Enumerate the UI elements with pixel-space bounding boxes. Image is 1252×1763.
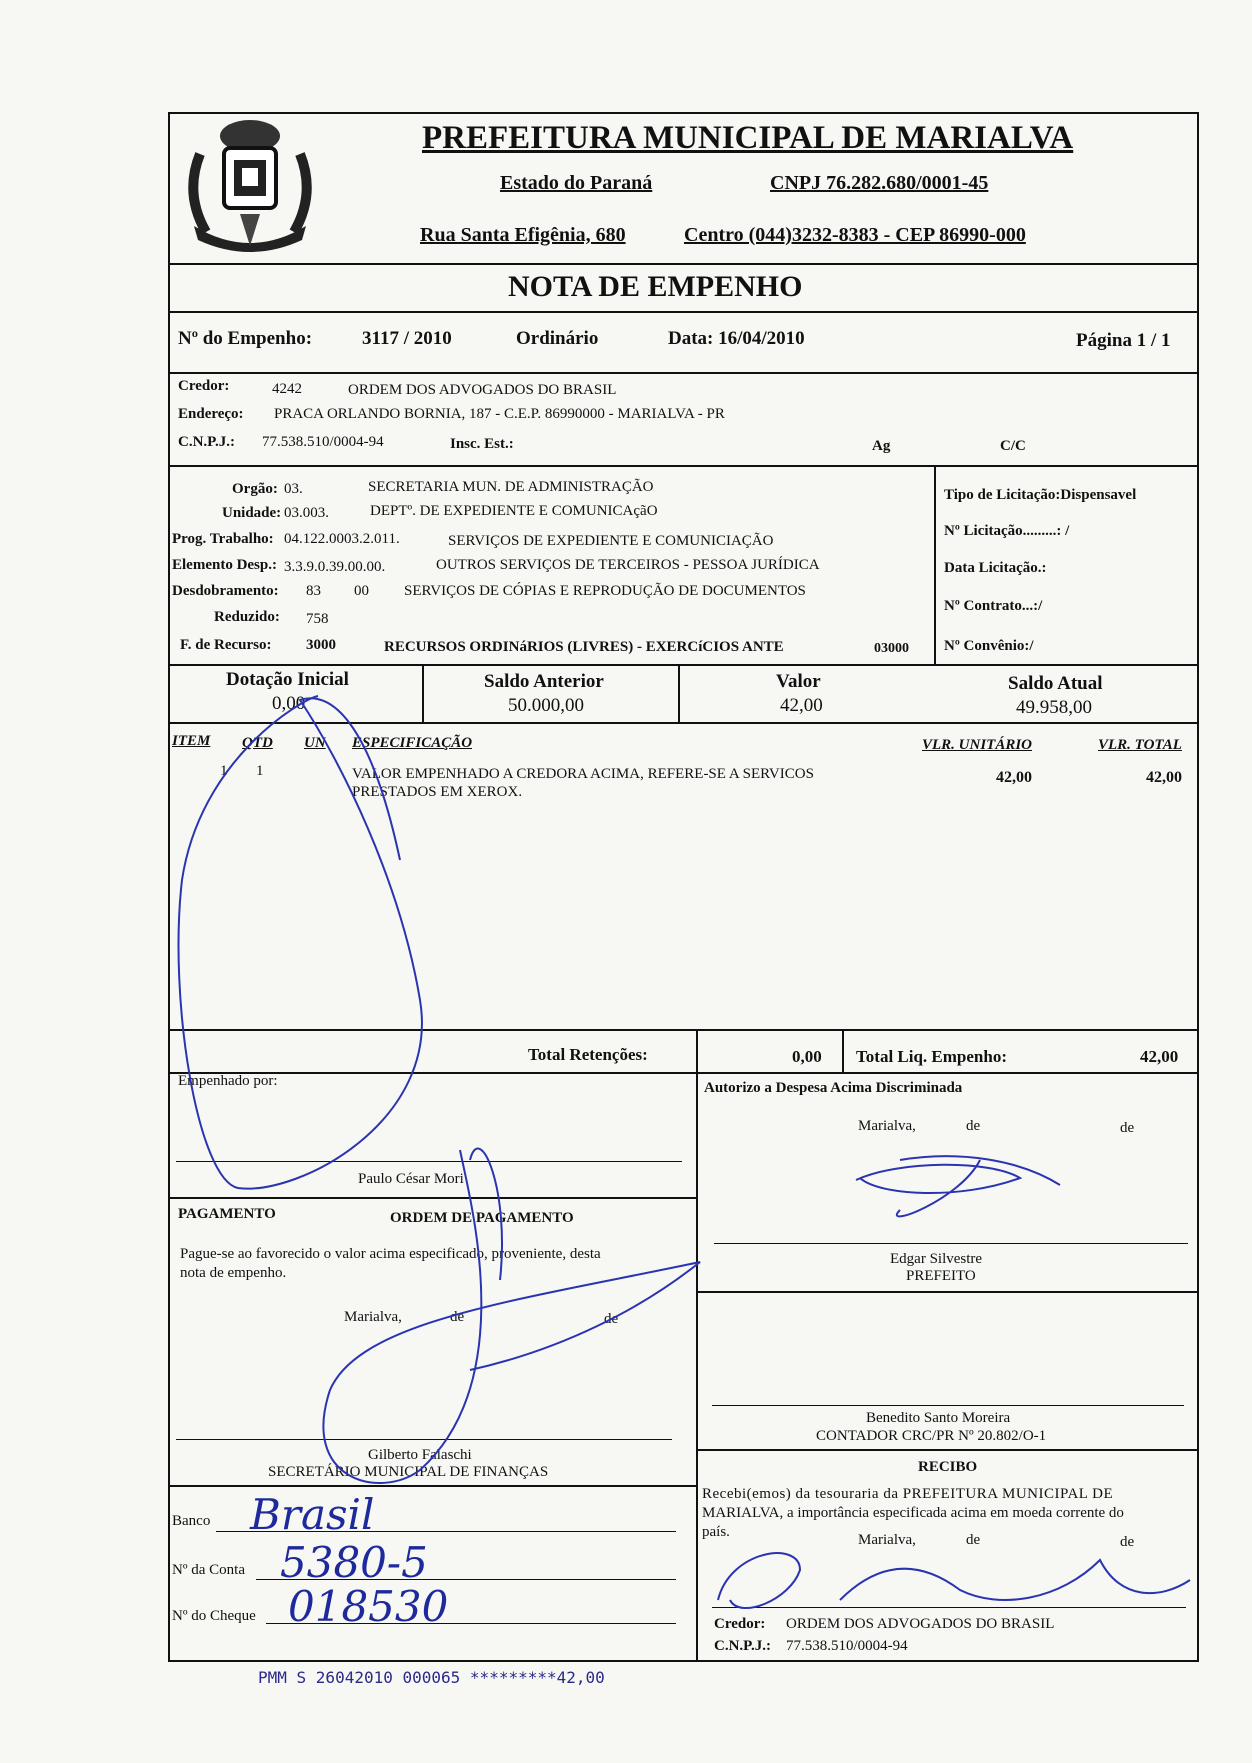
recurso-code: 3000 xyxy=(306,637,336,653)
numero-licitacao: Nº Licitação.........: / xyxy=(944,523,1070,539)
recibo-de-1: de xyxy=(966,1532,981,1548)
page-number: Página 1 / 1 xyxy=(1076,330,1171,351)
saldo-anterior-label: Saldo Anterior xyxy=(484,671,604,692)
valor-label: Valor xyxy=(776,671,821,692)
desdobramento-label: Desdobramento: xyxy=(172,583,279,599)
reduzido-code: 758 xyxy=(306,611,329,627)
recibo-title: RECIBO xyxy=(918,1459,978,1475)
orgao-label: Orgão: xyxy=(232,481,278,497)
empenho-number: 3117 / 2010 xyxy=(362,328,452,349)
empenho-number-label: Nº do Empenho: xyxy=(178,328,313,349)
desdobramento-a: 83 xyxy=(306,583,321,599)
elemento-code: 3.3.9.0.39.00.00. xyxy=(284,559,386,575)
orgao-code: 03. xyxy=(284,481,303,497)
col-vlr-unitario: VLR. UNITÁRIO xyxy=(922,737,1033,753)
unidade-code: 03.003. xyxy=(284,505,329,521)
tipo-licitacao: Tipo de Licitação:Dispensavel xyxy=(944,487,1137,503)
dotacao-value: 0,00 xyxy=(272,693,306,714)
col-item: ITEM xyxy=(172,733,211,749)
elemento-label: Elemento Desp.: xyxy=(172,557,277,573)
retencoes-label: Total Retenções: xyxy=(528,1045,648,1064)
banco-value: Brasil xyxy=(250,1490,375,1539)
item-number: 1 xyxy=(220,763,228,779)
unidade-desc: DEPTº. DE EXPEDIENTE E COMUNICAçãO xyxy=(370,503,658,519)
total-liquido-value: 42,00 xyxy=(1140,1047,1179,1066)
contador-name: Benedito Santo Moreira xyxy=(866,1410,1011,1426)
banco-label: Banco xyxy=(172,1513,211,1529)
state-label: Estado do Paraná xyxy=(500,172,653,194)
coat-of-arms-logo xyxy=(180,114,320,260)
prefeito-name: Edgar Silvestre xyxy=(890,1251,983,1267)
cnpj-credor-label: C.N.P.J.: xyxy=(178,434,235,450)
pagamento-label: PAGAMENTO xyxy=(178,1206,276,1222)
conta-label: Nº da Conta xyxy=(172,1562,245,1578)
autorizo-de-2: de xyxy=(1120,1120,1135,1136)
col-un: UN xyxy=(304,735,326,751)
prog-desc: SERVIÇOS DE EXPEDIENTE E COMUNICIAÇÃO xyxy=(448,533,774,549)
recurso-num: 03000 xyxy=(874,641,909,656)
cheque-value: 018530 xyxy=(288,1582,449,1631)
empenho-date: Data: 16/04/2010 xyxy=(668,328,805,349)
total-liquido-label: Total Liq. Empenho: xyxy=(856,1047,1007,1066)
cashier-stamp: PMM S 26042010 000065 *********42,00 xyxy=(258,1668,605,1687)
recibo-text-2: MARIALVA, a importância especificada acima em moeda corrente do xyxy=(702,1505,1124,1521)
dotacao-label: Dotação Inicial xyxy=(226,669,349,690)
address-label: Rua Santa Efigênia, 680 xyxy=(420,224,626,246)
item-desc-line2: PRESTADOS EM XEROX. xyxy=(352,784,523,800)
recibo-credor-label: Credor: xyxy=(714,1616,766,1632)
empenhado-label: Empenhado por: xyxy=(178,1073,278,1089)
recibo-credor-name: ORDEM DOS ADVOGADOS DO BRASIL xyxy=(786,1616,1055,1632)
pagamento-de-2: de xyxy=(604,1311,619,1327)
recurso-desc: RECURSOS ORDINáRIOS (LIVRES) - EXERCíCIOS ANTE xyxy=(384,639,784,655)
secretario-role: SECRETÁRIO MUNICIPAL DE FINANÇAS xyxy=(268,1464,549,1480)
item-total-value: 42,00 xyxy=(1146,769,1182,786)
pagamento-text-1: Pague-se ao favorecido o valor acima especificado, proveniente, desta xyxy=(180,1246,601,1262)
prog-label: Prog. Trabalho: xyxy=(172,531,274,547)
saldo-atual-value: 49.958,00 xyxy=(1016,697,1092,718)
data-licitacao: Data Licitação.: xyxy=(944,560,1047,576)
prefeito-role: PREFEITO xyxy=(906,1268,976,1284)
ag-label: Ag xyxy=(872,438,891,454)
cnpj-credor-value: 77.538.510/0004-94 xyxy=(262,434,384,450)
col-especificacao: ESPECIFICAÇÃO xyxy=(352,735,473,751)
contact-label: Centro (044)3232-8383 - CEP 86990-000 xyxy=(684,224,1026,246)
recibo-cnpj-label: C.N.P.J.: xyxy=(714,1638,771,1654)
document-title: NOTA DE EMPENHO xyxy=(508,270,803,303)
pagamento-place: Marialva, xyxy=(344,1309,402,1325)
pagamento-de-1: de xyxy=(450,1309,465,1325)
insc-est-label: Insc. Est.: xyxy=(450,436,514,452)
empenho-type: Ordinário xyxy=(516,328,599,349)
col-qtd: QTD xyxy=(242,735,273,751)
numero-convenio: Nº Convênio:/ xyxy=(944,638,1034,654)
orgao-desc: SECRETARIA MUN. DE ADMINISTRAÇÃO xyxy=(368,479,654,495)
credor-name: ORDEM DOS ADVOGADOS DO BRASIL xyxy=(348,382,617,398)
col-vlr-total: VLR. TOTAL xyxy=(1098,737,1182,753)
credor-code: 4242 xyxy=(272,381,302,397)
endereco-label: Endereço: xyxy=(178,406,244,422)
recibo-text-1: Recebi(emos) da tesouraria da PREFEITURA MUNICIPAL DE xyxy=(702,1486,1114,1502)
item-qtd: 1 xyxy=(256,763,264,779)
autorizo-title: Autorizo a Despesa Acima Discriminada xyxy=(704,1080,963,1096)
recibo-text-3: país. xyxy=(702,1524,730,1540)
autorizo-place: Marialva, xyxy=(858,1118,916,1134)
elemento-desc: OUTROS SERVIÇOS DE TERCEIROS - PESSOA JURÍDICA xyxy=(436,557,820,573)
saldo-atual-label: Saldo Atual xyxy=(1008,673,1103,694)
desdobramento-desc: SERVIÇOS DE CÓPIAS E REPRODUÇÃO DE DOCUMENTOS xyxy=(404,583,806,599)
cc-label: C/C xyxy=(1000,438,1026,454)
secretario-name: Gilberto Falaschi xyxy=(368,1447,472,1463)
pagamento-text-2: nota de empenho. xyxy=(180,1265,287,1281)
endereco-value: PRACA ORLANDO BORNIA, 187 - C.E.P. 86990000 - MARIALVA - PR xyxy=(274,406,725,422)
conta-value: 5380-5 xyxy=(280,1538,428,1587)
valor-value: 42,00 xyxy=(780,695,823,716)
empenhado-name: Paulo César Mori xyxy=(358,1171,464,1187)
recibo-de-2: de xyxy=(1120,1534,1135,1550)
contador-role: CONTADOR CRC/PR Nº 20.802/O-1 xyxy=(816,1428,1047,1444)
desdobramento-b: 00 xyxy=(354,583,369,599)
recibo-cnpj-value: 77.538.510/0004-94 xyxy=(786,1638,908,1654)
cheque-label: Nº do Cheque xyxy=(172,1608,256,1624)
prog-code: 04.122.0003.2.011. xyxy=(284,531,400,547)
ordem-pagamento-title: ORDEM DE PAGAMENTO xyxy=(390,1210,574,1226)
recurso-label: F. de Recurso: xyxy=(180,637,272,653)
credor-label: Credor: xyxy=(178,378,230,394)
item-unit-value: 42,00 xyxy=(996,769,1032,786)
unidade-label: Unidade: xyxy=(222,505,282,521)
item-desc-line1: VALOR EMPENHADO A CREDORA ACIMA, REFERE-SE A SERVICOS xyxy=(352,766,814,782)
recibo-place: Marialva, xyxy=(858,1532,916,1548)
retencoes-value: 0,00 xyxy=(792,1047,822,1066)
cnpj-label: CNPJ 76.282.680/0001-45 xyxy=(770,172,989,194)
saldo-anterior-value: 50.000,00 xyxy=(508,695,584,716)
page-title: PREFEITURA MUNICIPAL DE MARIALVA xyxy=(422,120,1074,156)
autorizo-de-1: de xyxy=(966,1118,981,1134)
numero-contrato: Nº Contrato...:/ xyxy=(944,598,1043,614)
reduzido-label: Reduzido: xyxy=(214,609,280,625)
